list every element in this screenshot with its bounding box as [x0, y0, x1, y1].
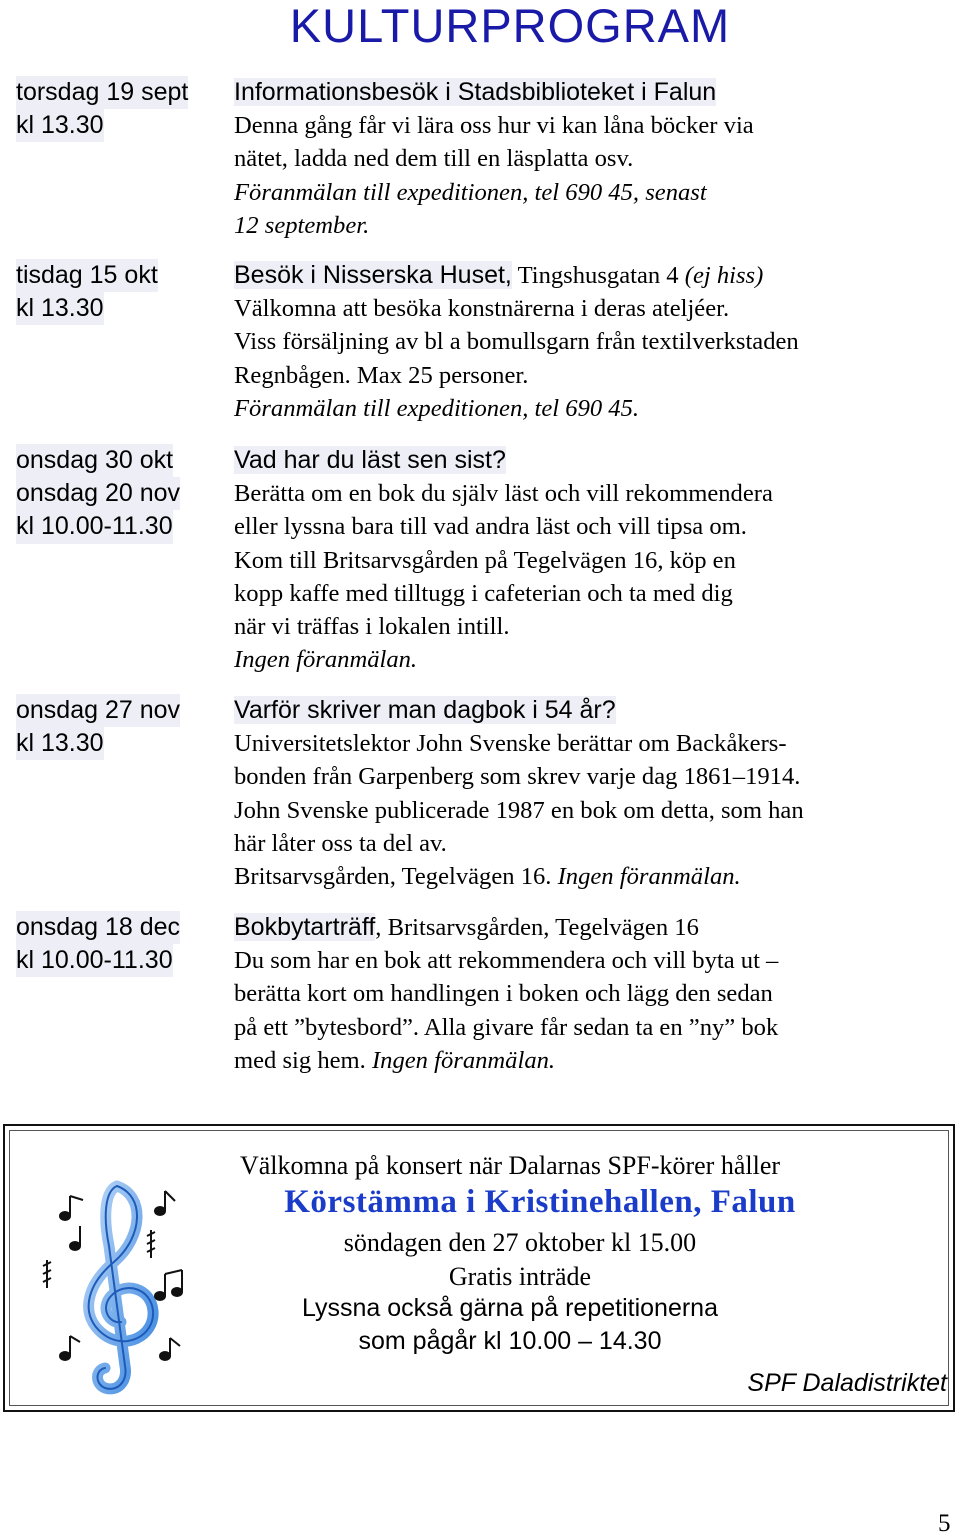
event-day: onsdag 20 nov [16, 477, 180, 510]
page-number: 5 [938, 1510, 951, 1537]
event-heading: Bokbytarträff [234, 913, 376, 941]
event-address: Tingshusgatan 4 [511, 262, 685, 289]
concert-rehearsal-time: som pågår kl 10.00 – 14.30 [358, 1327, 662, 1355]
event-text: John Svenske publicerade 1987 en bok om detta, som han [234, 796, 804, 824]
event-time: kl 13.30 [16, 109, 104, 142]
event-body [234, 911, 954, 1077]
event-heading: Besök i Nisserska Huset, [234, 261, 512, 289]
event-heading: Vad har du läst sen sist? [234, 446, 506, 474]
event-text: Berätta om en bok du själv läst och vill rekommendera [234, 480, 773, 508]
event-body [234, 694, 954, 893]
event-body [234, 444, 954, 676]
event-text: bonden från Garpenberg som skrev varje dag 1861–1914. [234, 763, 801, 791]
event-heading: Informationsbesök i Stadsbiblioteket i Falun [234, 78, 717, 106]
event-day: torsdag 19 sept [16, 76, 188, 109]
concert-signature: SPF Daladistriktet [747, 1369, 947, 1397]
concert-intro: Välkomna på konsert när Dalarnas SPF-körer håller [239, 1151, 781, 1180]
event-registration: Ingen föranmälan. [557, 863, 741, 891]
concert-admission: Gratis inträde [448, 1262, 592, 1291]
event-heading: Varför skriver man dagbok i 54 år? [234, 696, 616, 724]
event-day: tisdag 15 okt [16, 259, 158, 292]
event-time: kl 10.00-11.30 [16, 510, 173, 543]
event-text: Du som har en bok att rekommendera och vill byta ut – [234, 947, 779, 975]
concert-rehearsal-note: Lyssna också gärna på repetitionerna [301, 1294, 718, 1322]
page-title: KULTURPROGRAM [289, 0, 731, 52]
event-date [16, 76, 226, 142]
event-registration: Föranmälan till expeditionen, tel 690 45. [234, 394, 640, 422]
event-day: onsdag 27 nov [16, 694, 180, 727]
event-registration: Ingen föranmälan. [234, 646, 418, 674]
event-text: Regnbågen. Max 25 personer. [234, 361, 529, 389]
event-address: , Britsarvsgården, Tegelvägen 16 [375, 914, 699, 941]
event-day: onsdag 18 dec [16, 911, 180, 944]
event-text: när vi träffas i lokalen intill. [234, 613, 510, 641]
event-text: Viss försäljning av bl a bomullsgarn från textilverkstaden [234, 328, 799, 356]
concert-date: söndagen den 27 oktober kl 15.00 [343, 1228, 697, 1257]
event-text: nätet, ladda ned dem till en läsplatta osv. [234, 145, 634, 173]
event-time: kl 13.30 [16, 727, 104, 760]
event-text: Kom till Britsarvsgården på Tegelvägen 16, köp en [234, 546, 736, 574]
event-text: Denna gång får vi lära oss hur vi kan låna böcker via [234, 112, 754, 140]
event-registration: Ingen föranmälan. [371, 1046, 556, 1074]
event-time: kl 10.00-11.30 [16, 944, 173, 977]
event-date [16, 259, 226, 325]
event-time: kl 13.30 [16, 292, 104, 325]
event-text: på ett ”bytesbord”. Alla givare får sedan ta en ”ny” bok [234, 1013, 779, 1041]
concert-announcement [3, 1124, 955, 1412]
event-body [234, 259, 954, 425]
event-text: här låter oss ta del av. [234, 829, 447, 857]
event-date [16, 444, 226, 544]
event-day: onsdag 30 okt [16, 444, 173, 477]
event-text: berätta kort om handlingen i boken och lägg den sedan [234, 980, 773, 1008]
event-registration: Föranmälan till expeditionen, tel 690 45, senast [234, 178, 707, 206]
event-text: Välkomna att besöka konstnärerna i deras ateljéer. [234, 295, 730, 323]
event-date [16, 694, 226, 760]
event-date [16, 911, 226, 977]
event-text: Universitetslektor John Svenske berättar om Backåkers- [234, 730, 787, 758]
event-text: eller lyssna bara till vad andra läst och vill tipsa om. [234, 513, 747, 541]
event-text: kopp kaffe med tilltugg i cafeterian och ta med dig [234, 579, 733, 607]
event-registration: 12 september. [234, 211, 370, 239]
event-body [234, 76, 954, 242]
event-note: (ej hiss) [684, 262, 764, 289]
event-location: Britsarvsgården, Tegelvägen 16. [234, 863, 558, 891]
concert-title: Körstämma i Kristinehallen, Falun [284, 1184, 796, 1220]
event-text: med sig hem. [234, 1046, 372, 1074]
